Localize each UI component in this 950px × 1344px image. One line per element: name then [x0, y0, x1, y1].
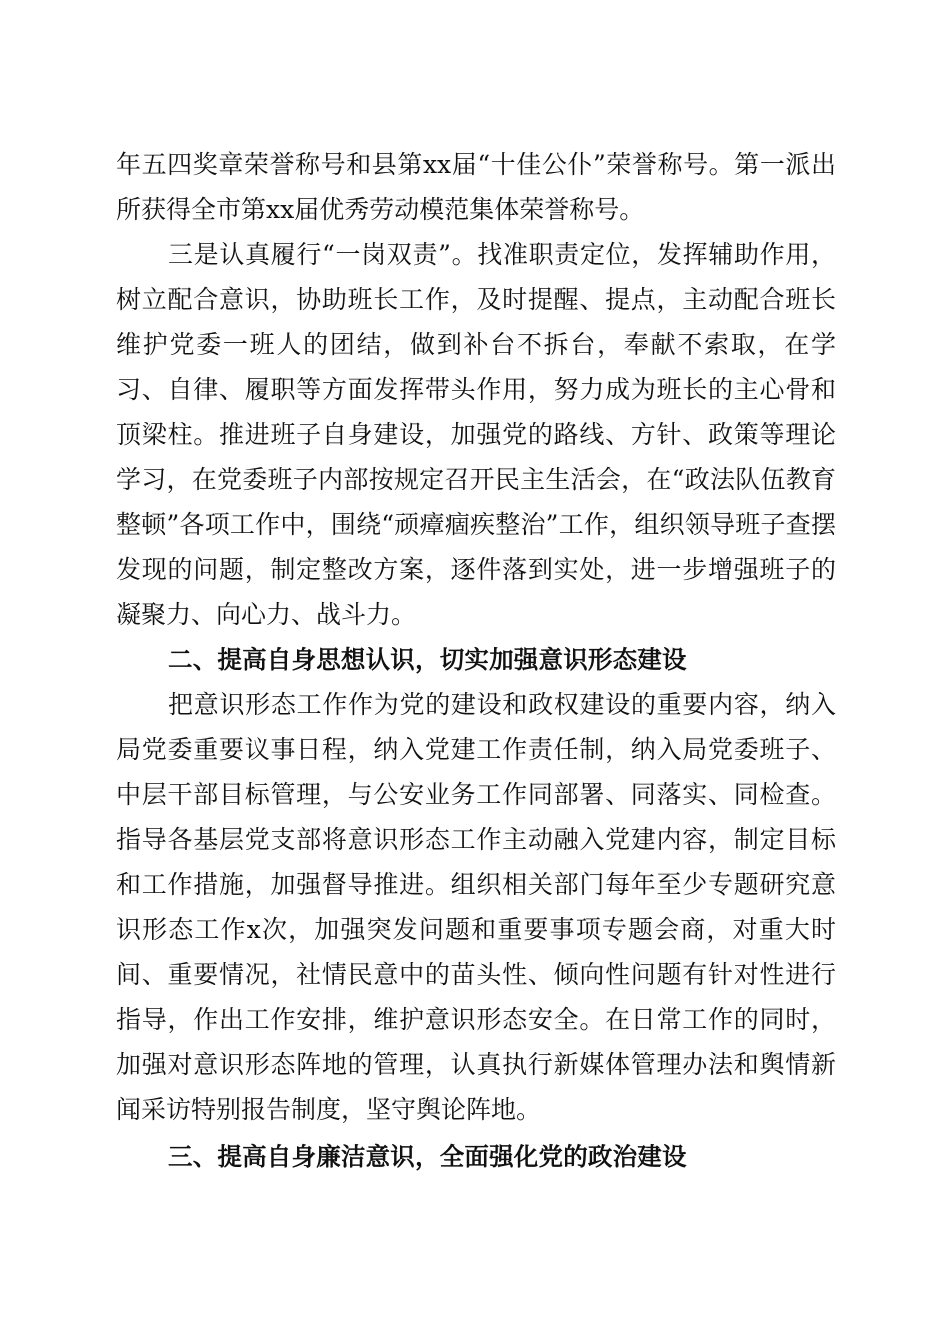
paragraph-ideology-work: 把意识形态工作作为党的建设和政权建设的重要内容，纳入局党委重要议事日程，纳入党建工作责任制，纳入局党委班子、中层干部目标管理，与公安业务工作同部署、同落实、同检查。指导各基层党支部将意识形态工作主动融入党建内容，制定目标和工作措施，加强督导推进。组织相关部门每年至少专题研究意识形态工作x次，加强突发问题和重要事项专题会商，对重大时间、重要情况，社情民意中的苗头性、倾向性问题有针对性进行指导，作出工作安排，维护意识形态安全。在日常工作的同时，加强对意识形态阵地的管理，认真执行新媒体管理办法和舆情新闻采访特别报告制度，坚守舆论阵地。: [116, 690, 836, 1124]
section-heading-integrity: 三、提高自身廉洁意识，全面强化党的政治建设: [168, 1142, 687, 1171]
paragraph-honors-continuation: 年五四奖章荣誉称号和县第xx届“十佳公仆”荣誉称号。第一派出所获得全市第xx届优秀劳动模范集体荣誉称号。: [116, 150, 836, 224]
paragraph-one-post-two-duties: 三是认真履行“一岗双责”。找准职责定位，发挥辅助作用，树立配合意识，协助班长工作，及时提醒、提点，主动配合班长维护党委一班人的团结，做到补台不拆台，奉献不索取，在学习、自律、履职等方面发挥带头作用，努力成为班长的主心骨和顶梁柱。推进班子自身建设，加强党的路线、方针、政策等理论学习，在党委班子内部按规定召开民主生活会，在“政法队伍教育整顿”各项工作中，围绕“顽瘴痼疾整治”工作，组织领导班子查摆发现的问题，制定整改方案，逐件落到实处，进一步增强班子的凝聚力、向心力、战斗力。: [116, 240, 836, 629]
document-body: [116, 142, 836, 1179]
section-heading-ideology: 二、提高自身思想认识，切实加强意识形态建设: [168, 645, 687, 674]
